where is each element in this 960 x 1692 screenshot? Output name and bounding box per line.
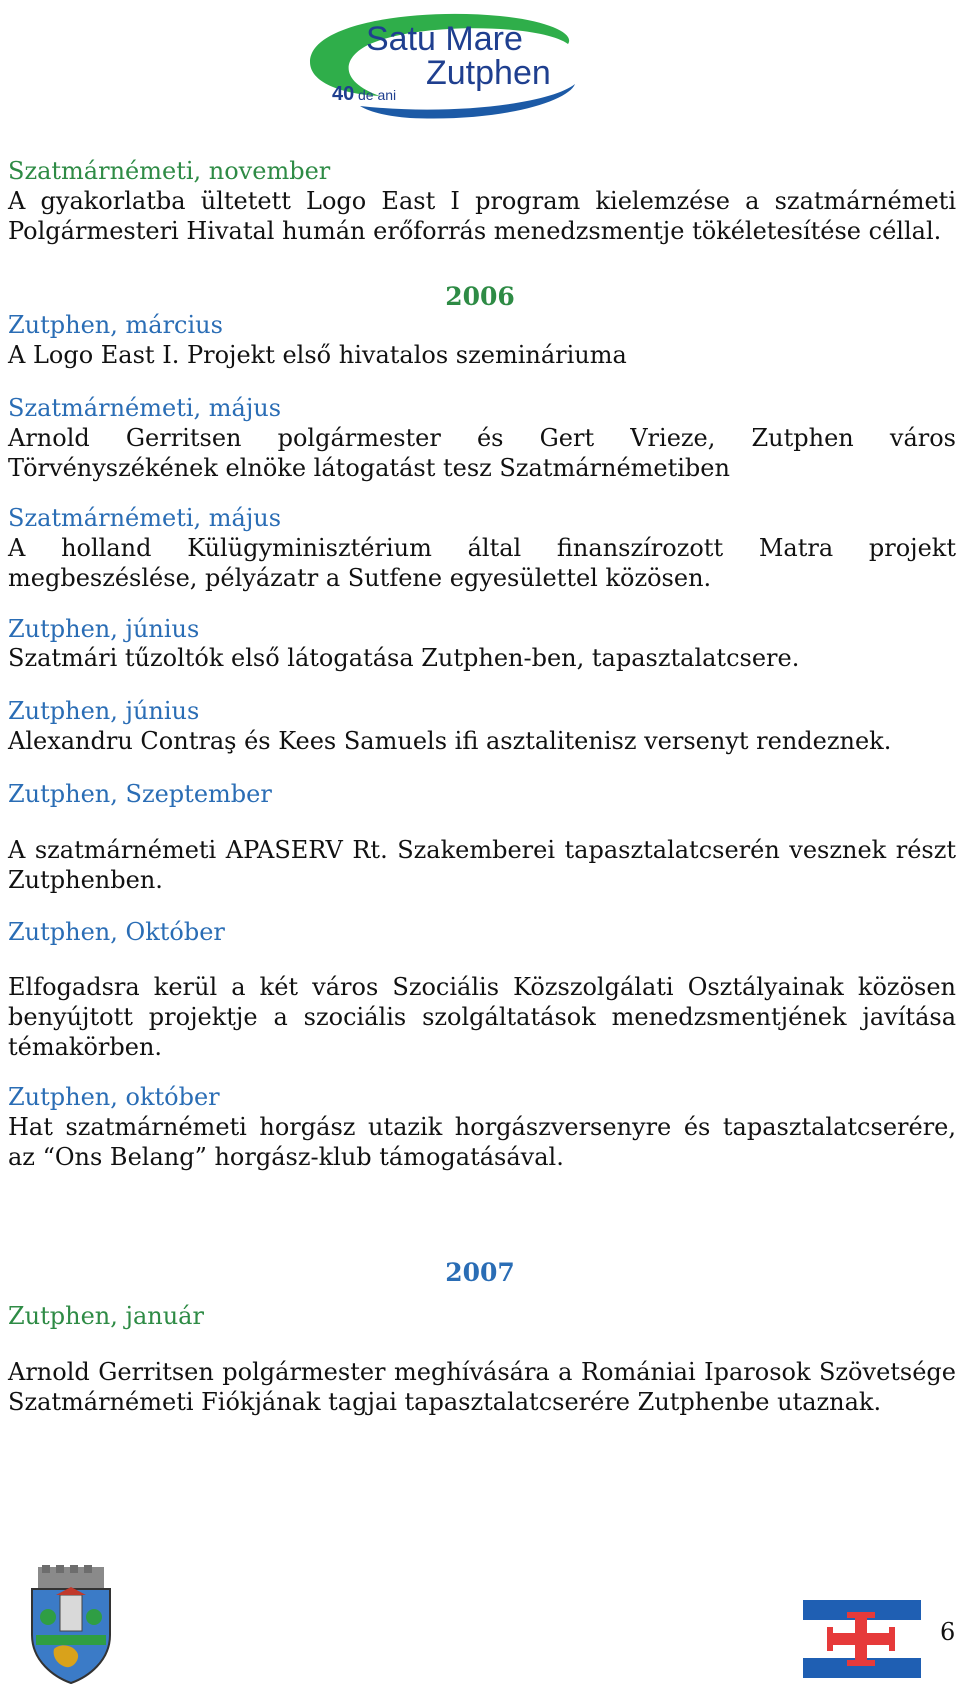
entry-body: Arnold Gerritsen polgármester meghívására a Romániai Iparosok Szövetsége Szatmárnémeti Fiókjának tagjai tapasztalatcserére Zutphenbe utaznak. [8, 1358, 956, 1416]
entry-body: Elfogadsra kerül a két város Szociális Közszolgálati Osztályainak közösen benyújtott projektje a szociális szolgáltatások menedzsmentjének javítása témakörben. [8, 973, 956, 1061]
entry-heading: Szatmárnémeti, november [8, 157, 331, 185]
satu-mare-zutphen-logo [300, 4, 610, 122]
entry-heading: Zutphen, március [8, 311, 223, 339]
logo-line2: Zutphen [426, 54, 551, 92]
entry-body: Hat szatmárnémeti horgász utazik horgászversenyre és tapasztalatcserére, az “Ons Belang” horgász-klub támogatásával. [8, 1113, 956, 1171]
entry-heading: Zutphen, Szeptember [8, 780, 272, 808]
entry-heading: Zutphen, június [8, 615, 200, 643]
entry-heading: Szatmárnémeti, május [8, 394, 282, 422]
entry-body: Szatmári tűzoltók első látogatása Zutphen-ben, tapasztalatcsere. [8, 644, 800, 672]
page-number: 6 [940, 1618, 956, 1646]
entry-body: A gyakorlatba ültetett Logo East I program kielemzése a szatmárnémeti Polgármesteri Hivatal humán erőforrás menedzsmentje tökéletesítése céllal. [8, 187, 956, 245]
entry-heading: Zutphen, június [8, 697, 200, 725]
entry-heading: Zutphen, január [8, 1302, 204, 1330]
entry-heading: Szatmárnémeti, május [8, 504, 282, 532]
coat-of-arms-icon [26, 1565, 116, 1685]
logo-number: 40 [332, 83, 355, 105]
entry-body: Arnold Gerritsen polgármester és Gert Vrieze, Zutphen város Törvényszékének elnöke látogatást tesz Szatmárnémetiben [8, 424, 956, 482]
entry-body: A holland Külügyminisztérium által finanszírozott Matra projekt megbeszéslése, pélyázatr a Sutfene egyesülettel közösen. [8, 534, 956, 592]
entry-body: A szatmárnémeti APASERV Rt. Szakemberei tapasztalatcserén vesznek részt Zutphenben. [8, 836, 956, 894]
entry-body: A Logo East I. Projekt első hivatalos szemináriuma [8, 341, 627, 369]
entry-heading: Zutphen, október [8, 1083, 220, 1111]
entry-body: Alexandru Contraş és Kees Samuels ifi asztalitenisz versenyt rendeznek. [8, 727, 892, 755]
logo-line1: Satu Mare [366, 20, 523, 58]
year-heading: 2006 [445, 282, 515, 311]
year-heading: 2007 [445, 1258, 515, 1287]
zutphen-flag-icon [803, 1600, 921, 1678]
entry-heading: Zutphen, Október [8, 918, 225, 946]
logo-tagline: de ani [358, 87, 397, 103]
